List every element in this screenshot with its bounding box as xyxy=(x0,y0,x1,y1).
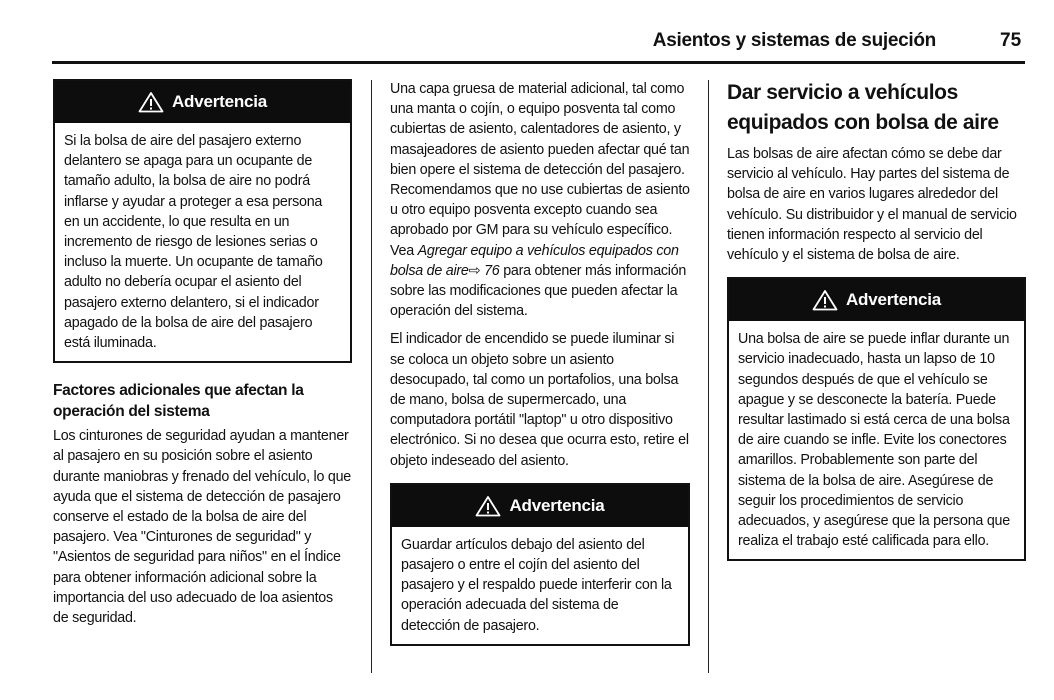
page-number: 75 xyxy=(1000,30,1022,51)
warning-box xyxy=(727,277,1026,561)
warning-header xyxy=(392,485,688,527)
warning-title: Advertencia xyxy=(845,290,942,310)
paragraph: Las bolsas de aire afectan cómo se debe dar servicio al vehículo. Hay partes del sistema de bolsa de aire en varios lugares alrededor del vehículo. Su distribuidor y el manual de servicio tienen información respecto al servicio del vehículo y el sistema de bolsa de aire. xyxy=(727,146,1017,264)
paragraph-text: Una capa gruesa de material adicional, tal como una manta o cojín, o equipo posventa tal como cubiertas de asiento, calentadores de asiento, y masajeadores de asiento pueden afectar qué tan bien opere el sistema de detección del pasajero. Recomendamos que no use cubiertas de asiento u otro equipo posventa excepto cuando sea aprobado por GM para su vehículo específico. Vea xyxy=(390,81,690,259)
paragraph: El indicador de encendido se puede iluminar si se coloca un objeto sobre un asiento desocupado, tal como un portafolios, una bolsa de mano, bolsa de supermercado, una computadora portátil "laptop" u otro dispositivo electrónico. Si no desea que ocurra esto, retire el objeto indeseado del asiento. xyxy=(390,331,689,469)
paragraph: Los cinturones de seguridad ayudan a mantener al pasajero en su posición sobre el asiento durante maniobras y frenado del vehículo, lo que ayuda que el sistema de detección de pasajero conserve el estado de la bolsa de aire del pasajero. Vea "Cinturones de seguridad" y "Asientos de seguridad para niños" en el Índice para obtener información adicional sobre la importancia del uso adecuado de loa asientos de seguridad. xyxy=(53,428,351,627)
warning-text: Si la bolsa de aire del pasajero externo delantero se apaga para un ocupante de tamaño adulto, la bolsa de aire no podrá inflarse y ayudar a proteger a esa persona en un accidente, lo que resulta en un incremento de riesgo de lesiones serias o incluso la muerte. Un ocupante de tamaño adulto no debería ocupar el asiento del pasajero externo delantero, si el indicador apagado de la bolsa de aire del pasajero está iluminada. xyxy=(64,133,323,352)
warning-triangle-icon xyxy=(475,495,501,517)
column-right xyxy=(727,78,1026,561)
header-rule xyxy=(52,61,1025,64)
warning-triangle-icon xyxy=(812,289,838,311)
subheading: Factores adicionales que afectan la operación del sistema xyxy=(53,382,304,421)
section-heading: Dar servicio a vehículos equipados con bolsa de aire xyxy=(727,81,999,134)
warning-title: Advertencia xyxy=(171,92,268,111)
warning-header xyxy=(729,279,1024,321)
page-reference[interactable]: ⇨ 76 xyxy=(468,262,500,279)
warning-box xyxy=(53,79,352,363)
warning-text: Guardar artículos debajo del asiento del pasajero o entre el cojín del asiento del pasajero y el respaldo puede interferir con la operación adecuada del sistema de detección de pasajero. xyxy=(401,536,672,634)
column-divider-left xyxy=(371,80,372,673)
warning-box xyxy=(390,483,690,646)
warning-title: Advertencia xyxy=(509,495,605,515)
column-left xyxy=(53,79,352,628)
warning-text: Una bolsa de aire se puede inflar durante un servicio inadecuado, hasta un lapso de 10 segundos después de que el vehículo se apague y se desconecte la batería. Puede resultar lastimado si está cerca de una bolsa de aire cuando se infle. Evite los conectores amarillos. Probablemente son parte del sistema de la bolsa de aire. Asegúrese de seguir los procedimientos de servicio adecuados, y asegúrese que la persona que realiza el trabajo esté calificada para ello. xyxy=(738,331,1010,550)
paragraph xyxy=(390,79,690,321)
warning-header xyxy=(55,81,350,123)
column-divider-right xyxy=(708,80,709,673)
warning-triangle-icon xyxy=(138,91,164,113)
paragraph-text: para obtener más información sobre las modificaciones que pueden afectar la operación del sistema. xyxy=(390,262,687,320)
column-middle xyxy=(390,79,690,646)
cross-reference-link[interactable]: Agregar equipo a vehículos equipados con bolsa de aire xyxy=(390,242,679,279)
section-title: Asientos y sistemas de sujeción xyxy=(652,30,936,51)
